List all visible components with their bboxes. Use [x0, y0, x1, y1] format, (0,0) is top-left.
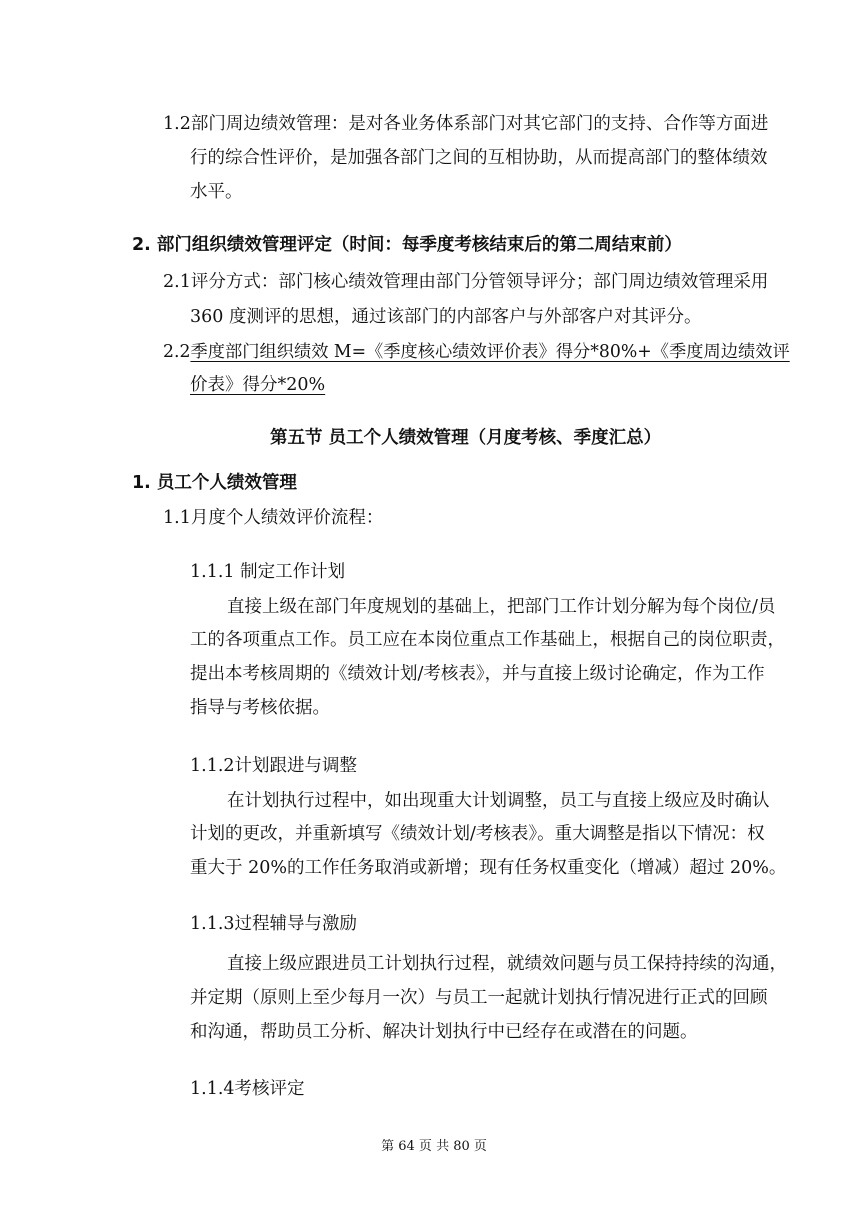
- formula-text-1: 季度部门组织绩效 M=《季度核心绩效评价表》得分*80%+《季度周边绩效评: [190, 342, 790, 362]
- para-1-1-2-line-3: 重大于 20%的工作任务取消或新增；现有任务权重变化（增减）超过 20%。: [190, 858, 787, 878]
- para-1-1-3-line-3: 和沟通，帮助员工分析、解决计划执行中已经存在或潜在的问题。: [190, 1022, 698, 1042]
- para-1-2-line-3: 水平。: [190, 182, 243, 202]
- para-1-1-2-line-2: 计划的更改，并重新填写《绩效计划/考核表》。重大调整是指以下情况：权: [190, 824, 765, 844]
- para-1-1-1-line-1: 直接上级在部门年度规划的基础上，把部门工作计划分解为每个岗位/员: [227, 597, 776, 617]
- para-1-2-line-2: 行的综合性评价，是加强各部门之间的互相协助，从而提高部门的整体绩效: [190, 148, 768, 168]
- para-2-1-line-1: 2.1评分方式：部门核心绩效管理由部门分管领导评分；部门周边绩效管理采用: [163, 272, 769, 292]
- subheading-1-1-2: 1.1.2计划跟进与调整: [190, 756, 358, 776]
- section-5-title: 第五节 员工个人绩效管理（月度考核、季度汇总）: [270, 428, 662, 448]
- heading-2: 2. 部门组织绩效管理评定（时间：每季度考核结束后的第二周结束前）: [132, 235, 682, 255]
- para-2-2-line-1: [163, 340, 790, 364]
- para-1-1-1-line-3: 提出本考核周期的《绩效计划/考核表》，并与直接上级讨论确定，作为工作: [190, 664, 765, 684]
- subheading-1-1-1: 1.1.1 制定工作计划: [190, 562, 346, 582]
- subheading-1-1-4: 1.1.4考核评定: [190, 1079, 305, 1099]
- page-footer: 第 64 页 共 80 页: [381, 1139, 487, 1154]
- formula-text-2: 价表》得分*20%: [190, 375, 326, 395]
- para-1-1-3-line-2: 并定期（原则上至少每月一次）与员工一起就计划执行情况进行正式的回顾: [190, 988, 768, 1008]
- subheading-1-1: 1.1月度个人绩效评价流程：: [163, 508, 384, 528]
- para-1-2-line-1: 1.2部门周边绩效管理：是对各业务体系部门对其它部门的支持、合作等方面进: [163, 114, 769, 134]
- para-1-1-3-line-1: 直接上级应跟进员工计划执行过程，就绩效问题与员工保持持续的沟通，: [227, 954, 787, 974]
- para-1-1-2-line-1: 在计划执行过程中，如出现重大计划调整，员工与直接上级应及时确认: [227, 791, 770, 811]
- para-2-1-line-2: 360 度测评的思想，通过该部门的内部客户与外部客户对其评分。: [190, 307, 702, 327]
- para-2-2-prefix: 2.2: [163, 342, 191, 362]
- heading-1: 1. 员工个人绩效管理: [132, 473, 297, 493]
- para-1-1-1-line-2: 工的各项重点工作。员工应在本岗位重点工作基础上，根据自己的岗位职责，: [190, 630, 785, 650]
- subheading-1-1-3: 1.1.3过程辅导与激励: [190, 914, 358, 934]
- para-1-1-1-line-4: 指导与考核依据。: [190, 698, 330, 718]
